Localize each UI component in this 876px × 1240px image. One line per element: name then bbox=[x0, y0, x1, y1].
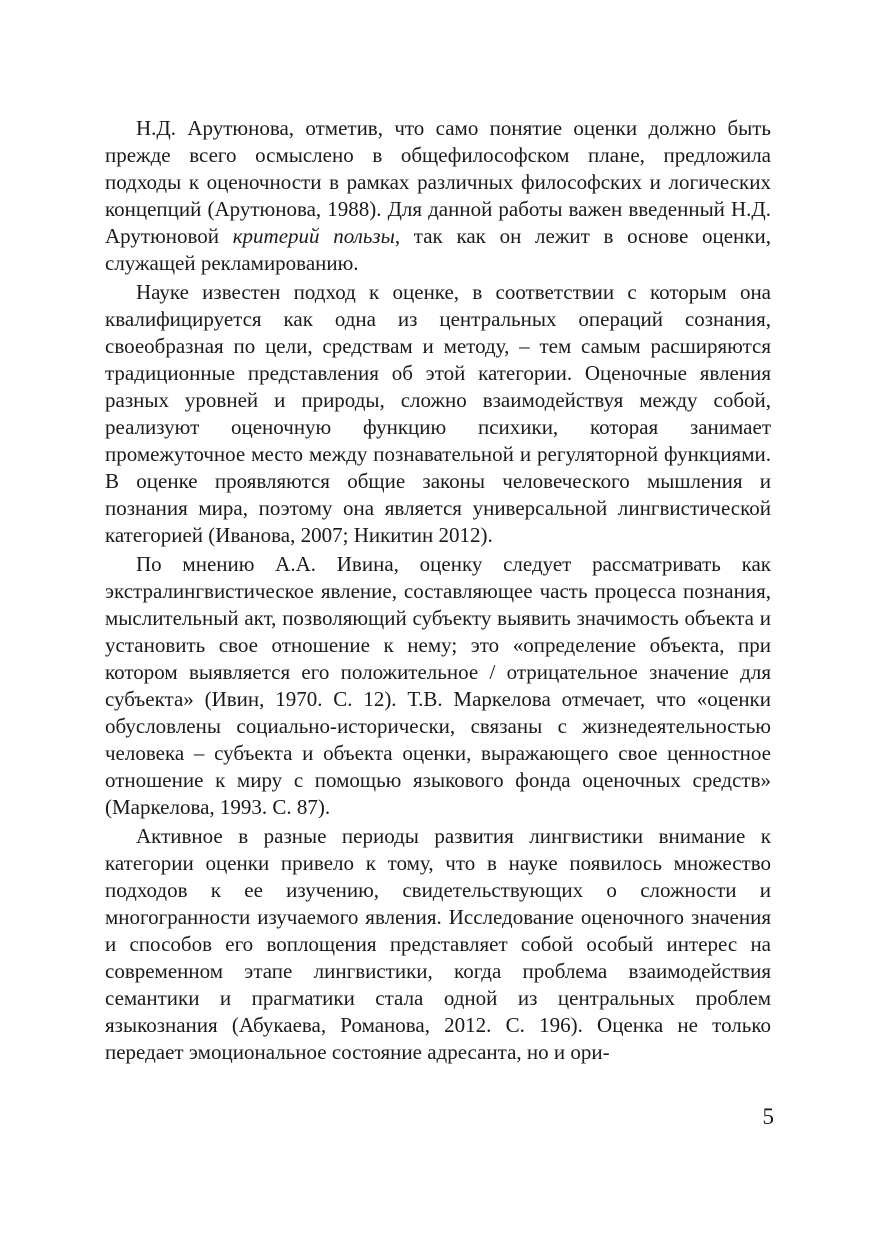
paragraph-3: По мнению А.А. Ивина, оценку следует рассматривать как экстралингвистическое явление, составляющее часть процесса познания, мыслительный акт, позволяющий субъекту выявить значимость объекта и установить свое отношение к нему; это «определение объекта, при котором выявляется его положительное / отрицательное значение для субъекта» (Ивин, 1970. С. 12). Т.В. Маркелова отмечает, что «оценки обусловлены социально-исторически, связаны с жизнедеятельностью человека – субъекта и объекта оценки, выражающего свое ценностное отношение к миру с помощью языкового фонда оценочных средств» (Маркелова, 1993. С. 87). bbox=[105, 552, 771, 819]
page-number: 5 bbox=[762, 1104, 774, 1129]
paragraph-4: Активное в разные периоды развития лингвистики внимание к категории оценки привело к тому, что в науке появилось множество подходов к ее изучению, свидетельствующих о сложности и многогранности изучаемого явления. Исследование оценочного значения и способов его воплощения представляет собой особый интерес на современном этапе лингвистики, когда проблема взаимодействия семантики и прагматики стала одной из центральных проблем языкознания (Абукаева, Романова, 2012. С. 196). Оценка не только передает эмоциональное состояние адресанта, но и ори- bbox=[105, 824, 771, 1064]
paragraph-1-text-end: , так как он лежит в основе оценки, служащей рекламированию. bbox=[105, 224, 771, 275]
paragraph-1-italic-term: критерий пользы bbox=[232, 224, 395, 248]
paragraph-2: Науке известен подход к оценке, в соответствии с которым она квалифицируется как одна из центральных операций сознания, своеобразная по цели, средствам и методу, – тем самым расширяются традиционные представления об этой категории. Оценочные явления разных уровней и природы, сложно взаимодействуя между собой, реализуют оценочную функцию психики, которая занимает промежуточное место между познавательной и регуляторной функциями. В оценке проявляются общие законы человеческого мышления и познания мира, поэтому она является универсальной лингвистической категорией (Иванова, 2007; Никитин 2012). bbox=[105, 280, 771, 547]
paragraph-1 bbox=[105, 115, 771, 277]
page-body bbox=[105, 115, 771, 1068]
paragraph-1-text-start: Н.Д. Арутюнова, отметив, что само понятие оценки должно быть прежде всего осмыслено в общефилософском плане, предложила подходы к оценочности в рамках различных философских и логических концепций (Арутюнова, 1988). Для данной работы важен введенный Н.Д. Арутюновой bbox=[105, 116, 771, 248]
